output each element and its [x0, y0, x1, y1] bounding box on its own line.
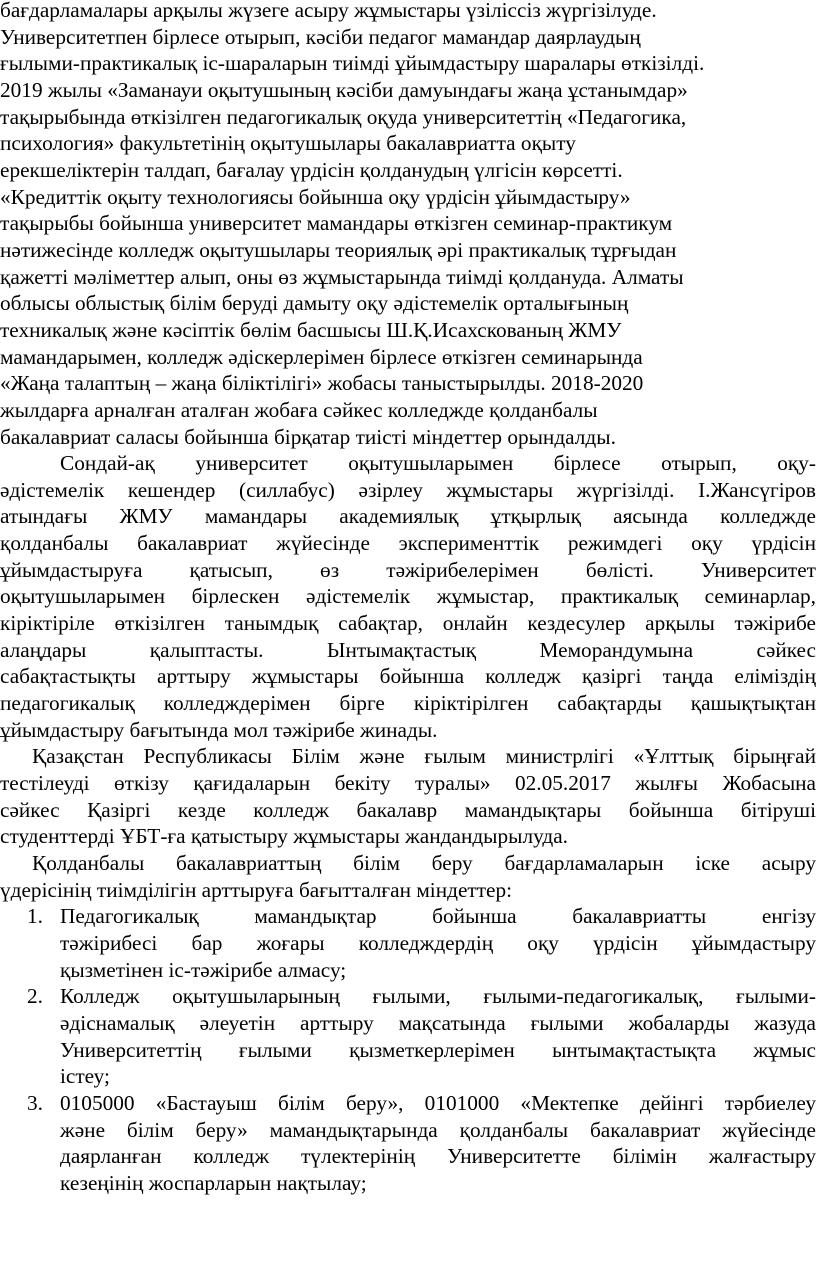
task-list [0, 903, 816, 1196]
list-item-line: Педагогикалық мамандықтар бойынша бакалавриатты енгізу [60, 904, 816, 929]
text-line: педагогикалық колледждерімен бірге кіріктірілген сабақтарды қашықтықтан [0, 691, 816, 716]
list-item [0, 903, 816, 983]
list-item [0, 983, 816, 1090]
text-line: студенттерді ҰБТ-ға қатыстыру жұмыстары жандандырылуда. [0, 824, 568, 849]
list-item-line: даярланған колледж түлектерінің Университетте білімін жалғастыру [60, 1144, 816, 1169]
text-line: ұйымдастыруға қатысып, өз тәжірибелерімен бөлісті. Университет [0, 557, 816, 582]
text-line: «Жаңа талаптың – жаңа біліктілігі» жобасы таныстырылды. 2018-2020 [0, 371, 644, 396]
text-line: сабақтастықты арттыру жұмыстары бойынша колледж қазіргі таңда еліміздің [0, 664, 816, 689]
text-line: жылдарға арналған аталған жобаға сәйкес колледжде қолданбалы [0, 397, 598, 422]
list-item-line: тәжірибесі бар жоғары колледждердің оқу үрдісін ұйымдастыру [60, 930, 816, 955]
text-line: ғылыми-практикалық іс-шараларын тиімді ұйымдастыру шаралары өткізілді. [0, 51, 705, 76]
text-line: үдерісінің тиімділігін арттыруға бағытталған міндеттер: [0, 877, 513, 902]
text-line: нәтижесінде колледж оқытушылары теориялық әрі практикалық тұрғыдан [0, 237, 677, 262]
text-line: психология» факультетінің оқытушылары бакалавриатта оқыту [0, 131, 576, 156]
list-item-number: 1. [27, 904, 43, 929]
list-item-line: және білім беру» мамандықтарында қолданбалы бакалавриат жүйесінде [60, 1117, 816, 1142]
text-line: ұйымдастыру бағытында мол тәжірибе жинады. [0, 717, 438, 742]
text-line: тақырыбында өткізілген педагогикалық оқуда университеттің «Педагогика, [0, 104, 687, 129]
text-line: облысы облыстық білім беруді дамыту оқу әдістемелік орталығының [0, 291, 629, 316]
list-item-line: әдіснамалық әлеуетін арттыру мақсатында ғылыми жобаларды жазуда [60, 1010, 816, 1035]
list-item [0, 1090, 816, 1197]
paragraph-2 [0, 450, 816, 743]
list-item-line: істеу; [60, 1064, 110, 1089]
text-line: Қазақстан Республикасы Білім және ғылым министрлігі «Ұлттық бірыңғай [32, 744, 816, 769]
text-line: алаңдары қалыптасты. Ынтымақтастық Меморандумына сәйкес [0, 637, 816, 662]
text-line: тақырыбы бойынша университет мамандары өткізген семинар-практикум [0, 211, 673, 236]
list-item-number: 3. [27, 1090, 43, 1115]
text-line: мамандарымен, колледж әдіскерлерімен бірлесе өткізген семинарында [0, 344, 643, 369]
list-item-line: 0105000 «Бастауыш білім беру», 0101000 «Мектепке дейінгі тәрбиелеу [60, 1090, 816, 1115]
paragraph-3 [0, 743, 816, 850]
text-line: оқытушыларымен бірлескен әдістемелік жұмыстар, практикалық семинарлар, [0, 584, 816, 609]
text-line: кіріктіріле өткізілген танымдық сабақтар, онлайн кездесулер арқылы тәжірибе [0, 611, 816, 636]
text-line: тестілеуді өткізу қағидаларын бекіту туралы» 02.05.2017 жылғы Жобасына [0, 771, 816, 796]
list-item-number: 2. [27, 984, 43, 1009]
text-line: Сондай-ақ университет оқытушыларымен бірлесе отырып, оқу- [60, 451, 816, 476]
text-line: бакалавриат саласы бойынша бірқатар тиісті міндеттер орындалды. [0, 424, 616, 449]
paragraph-1 [0, 0, 816, 450]
text-line: қолданбалы бакалавриат жүйесінде эксперименттік режимдегі оқу үрдісін [0, 531, 816, 556]
text-line: атындағы ЖМУ мамандары академиялық ұтқырлық аясында колледжде [0, 504, 816, 529]
text-line: «Кредиттік оқыту технологиясы бойынша оқу үрдісін ұйымдастыру» [0, 184, 631, 209]
text-line: техникалық және кәсіптік бөлім басшысы Ш.Қ.Исахскованың ЖМУ [0, 317, 622, 342]
text-line: бағдарламалары арқылы жүзеге асыру жұмыстары үзіліссіз жүргізілуде. [0, 0, 657, 22]
list-item-line: қызметінен іс-тәжірибе алмасу; [60, 957, 347, 982]
text-line: Университетпен бірлесе отырып, кәсіби педагог мамандар даярлаудың [0, 24, 641, 49]
text-line: Қолданбалы бакалавриаттың білім беру бағдарламаларын іске асыру [32, 851, 816, 875]
text-line: сәйкес Қазіргі кезде колледж бакалавр мамандықтары бойынша бітіруші [0, 797, 816, 822]
text-line: 2019 жылы «Заманауи оқытушының кәсіби дамуындағы жаңа ұстанымдар» [0, 77, 688, 102]
paragraph-4 [0, 850, 816, 903]
list-item-line: Колледж оқытушыларының ғылыми, ғылыми-педагогикалық, ғылыми- [60, 984, 816, 1009]
list-item-line: кезеңінің жоспарларын нақтылау; [60, 1170, 367, 1195]
list-item-line: Университеттің ғылыми қызметкерлерімен ынтымақтастықта жұмыс [60, 1037, 816, 1062]
text-line: әдістемелік кешендер (силлабус) әзірлеу жұмыстары жүргізілді. І.Жансүгіров [0, 477, 816, 502]
text-line: қажетті мәліметтер алып, оны өз жұмыстарында тиімді қолдануда. Алматы [0, 264, 684, 289]
text-line: ерекшеліктерін талдап, бағалау үрдісін қолданудың үлгісін көрсетті. [0, 157, 623, 182]
